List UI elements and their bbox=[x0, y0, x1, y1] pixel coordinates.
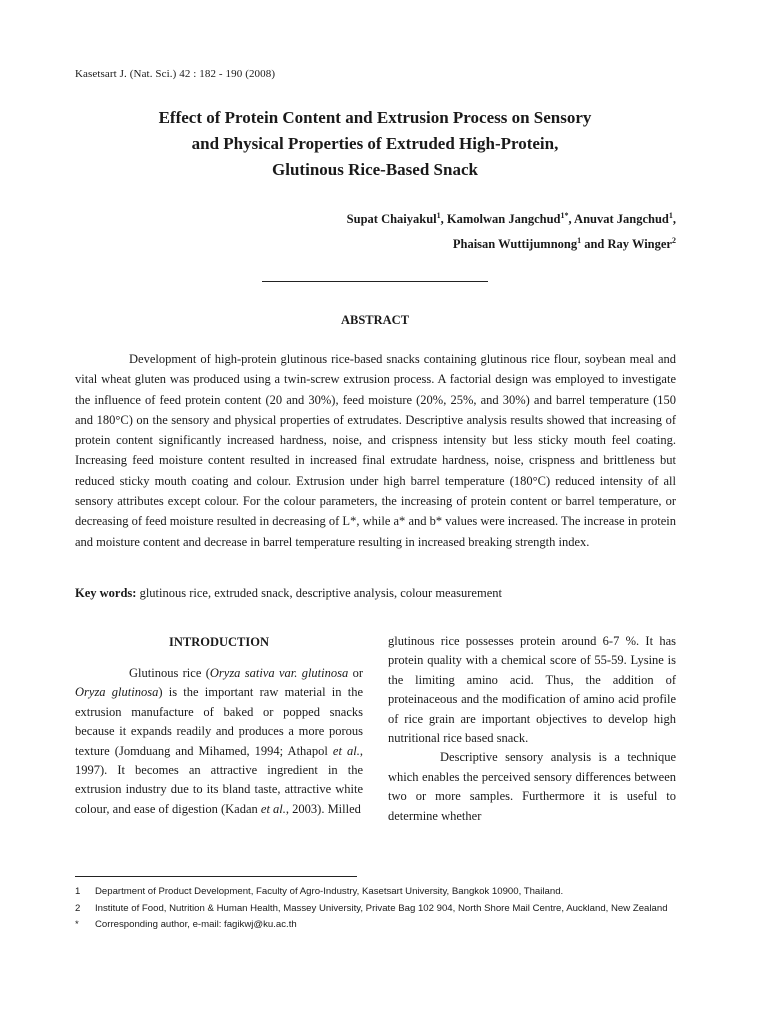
keywords-list: glutinous rice, extruded snack, descriptive analysis, colour measurement bbox=[136, 586, 502, 600]
footnote bbox=[75, 901, 680, 918]
footnote-mark: 2 bbox=[75, 902, 81, 914]
author-affiliation-mark: 1 bbox=[436, 211, 441, 220]
citation-etal: et al. bbox=[332, 743, 360, 758]
text-run: , 1997). It becomes an attractive ingredient in the extrusion industry due to its bland taste, attractive white colour, and ease of digestion (Kadan bbox=[75, 743, 364, 816]
footnote-text: Department of Product Development, Faculty of Agro-Industry, Kasetsart University, Bangkok 10900, Thailand. bbox=[95, 886, 564, 897]
title-line-3: Glutinous Rice-Based Snack bbox=[272, 160, 478, 179]
author-affiliation-mark: 1 bbox=[668, 211, 673, 220]
footnote bbox=[75, 917, 680, 934]
introduction-paragraph bbox=[75, 664, 363, 819]
left-column bbox=[75, 632, 363, 819]
author-affiliation-mark: 1* bbox=[560, 211, 569, 220]
text-run: ) is the important raw material in the extrusion manufacture of baked or popped snacks because it expands readily and produces a more porous texture (Jomduang and Mihamed, 1994; Athapol bbox=[75, 685, 363, 758]
footnote-text: Corresponding author, e-mail: fagikwj@ku.ac.th bbox=[95, 919, 297, 930]
author-name: Supat Chaiyakul bbox=[346, 212, 437, 227]
title-divider bbox=[262, 281, 488, 282]
author-affiliation-mark: 2 bbox=[672, 236, 676, 246]
introduction-paragraph-continued: glutinous rice possesses protein around 6-7 %. It has protein quality with a chemical score of 55-59. Lysine is the limiting amino acid. Thus, the addition of proteinaceous and the modification of amino acid profile of rice grain are important objectives to develop high nutritional rice based snack. bbox=[388, 634, 676, 746]
footnote-mark: * bbox=[75, 919, 79, 930]
abstract-heading: ABSTRACT bbox=[340, 313, 410, 327]
keywords-label: Key words: bbox=[75, 586, 137, 600]
keywords bbox=[75, 583, 676, 603]
author-separator: , bbox=[672, 212, 676, 227]
author-name: , Kamolwan Jangchud bbox=[440, 212, 561, 227]
author-line-1 bbox=[347, 205, 676, 230]
journal-reference: Kasetsart J. (Nat. Sci.) 42 : 182 - 190 (2008) bbox=[75, 68, 276, 80]
text-run: or bbox=[348, 666, 363, 680]
species-name: Oryza glutinosa bbox=[75, 685, 159, 700]
paper-title bbox=[75, 105, 675, 183]
citation-etal: et al. bbox=[260, 801, 286, 816]
footnote-text: Institute of Food, Nutrition & Human Health, Massey University, Private Bag 102 904, North Shore Mail Centre, Auckland, New Zealand bbox=[95, 902, 668, 914]
introduction-heading: INTRODUCTION bbox=[168, 635, 269, 649]
author-affiliation-mark: 1 bbox=[577, 236, 582, 246]
text-run: , 2003). Milled bbox=[285, 801, 361, 816]
introduction-paragraph: Descriptive sensory analysis is a technique which enables the perceived sensory differences between two or more samples. Furthermore it is useful to determine whether bbox=[388, 750, 676, 823]
footnote bbox=[75, 884, 680, 901]
abstract-body: Development of high-protein glutinous rice-based snacks containing glutinous rice flour, soybean meal and vital wheat gluten was produced using a twin-screw extrusion process. A factorial design was employed to investigate the influence of feed protein content (20 and 30%), feed moisture (20%, 25%, and 30%) and barrel temperature (150 and 180°C) on the sensory and physical properties of extrudates. Descriptive analysis results showed that increasing of protein content significantly increased hardness, noise, and crispness intensity but less sticky mouth feel coating. Increasing feed moisture content resulted in increased final extrudate hardness, noise, crispness and brittleness but reduced sticky mouth coating and colour. Extrusion under high barrel temperature (180°C) reduced intensity of all sensory attributes except colour. For the colour parameters, the increasing of protein content or barrel temperature, or decreasing of feed moisture resulted in decreasing of L*, while a* and b* values were increased. The increase in protein and moisture content and decrease in barrel temperature resulting in increased breaking strength index. bbox=[75, 352, 676, 549]
title-line-2: and Physical Properties of Extruded High-Protein, bbox=[191, 134, 559, 153]
author-name: Phaisan Wuttijumnong bbox=[452, 237, 578, 252]
footnote-mark: 1 bbox=[75, 886, 81, 897]
title-line-1: Effect of Protein Content and Extrusion Process on Sensory bbox=[158, 108, 592, 127]
right-column bbox=[388, 632, 676, 826]
author-list bbox=[347, 205, 676, 255]
footnotes bbox=[75, 884, 680, 934]
text-run: Glutinous rice ( bbox=[129, 666, 210, 680]
footnote-divider bbox=[75, 876, 357, 877]
author-name: , Anuvat Jangchud bbox=[568, 212, 669, 227]
author-line-2 bbox=[347, 230, 676, 255]
species-name: Oryza sativa var. glutinosa bbox=[209, 666, 349, 680]
author-name: and Ray Winger bbox=[581, 237, 672, 252]
